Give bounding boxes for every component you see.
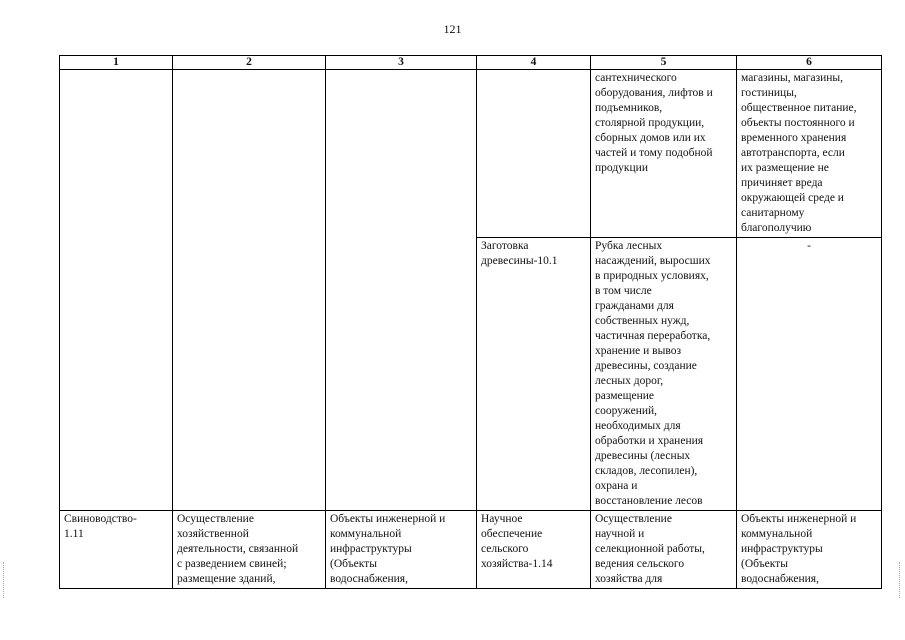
- cell-text-line: в природных условиях,: [595, 270, 709, 282]
- cell-text-line: древесины-10.1: [481, 255, 558, 267]
- cell-text-line: частичная переработка,: [595, 330, 711, 342]
- cell-text-line: окружающей среде и: [741, 192, 844, 204]
- cell-text-line: обеспечение: [481, 528, 543, 540]
- cell-text-line: продукции: [595, 162, 648, 174]
- cell-text-line: причиняет вреда: [741, 177, 823, 189]
- cell-r1-c2: [173, 70, 326, 511]
- cell-text-line: Осуществление: [595, 513, 672, 525]
- cell-text-line: хозяйства-1.14: [481, 558, 553, 570]
- cell-r3-c4: [477, 511, 591, 589]
- header-col-4: 4: [477, 56, 591, 70]
- cell-r3-c3: [326, 511, 477, 589]
- cell-text-line: их размещение не: [741, 162, 829, 174]
- cell-text-line: Осуществление: [177, 513, 254, 525]
- cell-text-line: хозяйственной: [177, 528, 249, 540]
- cell-text-line: Объекты инженерной и: [330, 513, 446, 525]
- cell-text-line: 1.11: [64, 528, 84, 540]
- cell-r3-c1: [60, 511, 173, 589]
- cell-text-line: собственных нужд,: [595, 315, 690, 327]
- cell-text-line: коммунальной: [330, 528, 402, 540]
- page-number: 121: [443, 22, 462, 36]
- cell-text-line: древесины, создание: [595, 360, 697, 372]
- scan-edge-mark-right: [899, 562, 902, 598]
- cell-text-line: инфраструктуры: [741, 543, 823, 555]
- cell-text-line: гостиницы,: [741, 87, 797, 99]
- cell-text-line: сантехнического: [595, 72, 677, 84]
- header-col-3: 3: [326, 56, 477, 70]
- cell-text-line: общественное питание,: [741, 102, 857, 114]
- cell-text-line: водоснабжения,: [741, 573, 819, 585]
- cell-text-line: научной и: [595, 528, 645, 540]
- cell-text-line: Свиноводство-: [64, 513, 137, 525]
- cell-text-line: в том числе: [595, 285, 652, 297]
- cell-text-line: складов, лесопилен),: [595, 465, 698, 477]
- cell-text-line: (Объекты: [330, 558, 377, 570]
- cell-text-line: оборудования, лифтов и: [595, 87, 713, 99]
- cell-text-line: инфраструктуры: [330, 543, 412, 555]
- cell-r2-c4: [477, 238, 591, 511]
- cell-text-line: частей и тому подобной: [595, 147, 713, 159]
- cell-r1-c4: [477, 70, 591, 238]
- cell-r1-c5: [591, 70, 737, 238]
- cell-text-line: лесных дорог,: [595, 375, 664, 387]
- cell-text-line: Заготовка: [481, 240, 529, 252]
- cell-text-line: подъемников,: [595, 102, 663, 114]
- cell-text-line: необходимых для: [595, 420, 681, 432]
- cell-text-line: Научное: [481, 513, 523, 525]
- cell-text-line: сооружений,: [595, 405, 658, 417]
- cell-text-line: сборных домов или их: [595, 132, 706, 144]
- cell-r3-c2: [173, 511, 326, 589]
- cell-text-line: объекты постоянного и: [741, 117, 855, 129]
- cell-text-line: коммунальной: [741, 528, 813, 540]
- cell-text-line: сельского: [481, 543, 529, 555]
- table-row: [60, 70, 882, 238]
- scan-edge-mark-left: [3, 562, 6, 598]
- header-col-5: 5: [591, 56, 737, 70]
- cell-text-line: Рубка лесных: [595, 240, 663, 252]
- cell-text-line: (Объекты: [741, 558, 788, 570]
- cell-text-line: хранение и вывоз: [595, 345, 681, 357]
- cell-text-line: охрана и: [595, 480, 638, 492]
- cell-r3-c5: [591, 511, 737, 589]
- cell-text-line: магазины, магазины,: [741, 72, 844, 84]
- cell-text-line: деятельности, связанной: [177, 543, 299, 555]
- cell-text-line: водоснабжения,: [330, 573, 408, 585]
- cell-text-line: восстановление лесов: [595, 495, 703, 507]
- header-col-6: 6: [737, 56, 882, 70]
- cell-text-line: гражданами для: [595, 300, 674, 312]
- cell-text-line: санитарному: [741, 207, 805, 219]
- cell-text-line: Объекты инженерной и: [741, 513, 857, 525]
- header-col-1: 1: [60, 56, 173, 70]
- cell-r1-c6: [737, 70, 882, 238]
- cell-text-line: насаждений, выросших: [595, 255, 711, 267]
- cell-r2-c5: [591, 238, 737, 511]
- cell-r1-c1: [60, 70, 173, 511]
- cell-text-line: размещение зданий,: [177, 573, 276, 585]
- cell-text-line: благополучию: [741, 222, 812, 234]
- header-col-2: 2: [173, 56, 326, 70]
- cell-text-line: временного хранения: [741, 132, 847, 144]
- cell-text-line: автотранспорта, если: [741, 147, 845, 159]
- cell-text-line: с разведением свиней;: [177, 558, 287, 570]
- cell-text-line: хозяйства для: [595, 573, 663, 585]
- table-header-row: [60, 56, 882, 70]
- cell-text-line: селекционной работы,: [595, 543, 705, 555]
- cell-text-line: древесины (лесных: [595, 450, 691, 462]
- cell-text-line: обработки и хранения: [595, 435, 704, 447]
- cell-r1-c3: [326, 70, 477, 511]
- cell-r3-c6: [737, 511, 882, 589]
- cell-text-line: столярной продукции,: [595, 117, 705, 129]
- land-use-table: [59, 55, 882, 589]
- cell-text-line: ведения сельского: [595, 558, 685, 570]
- table-row: [60, 511, 882, 589]
- cell-r2-c6: -: [737, 238, 882, 511]
- cell-text-line: размещение: [595, 390, 654, 402]
